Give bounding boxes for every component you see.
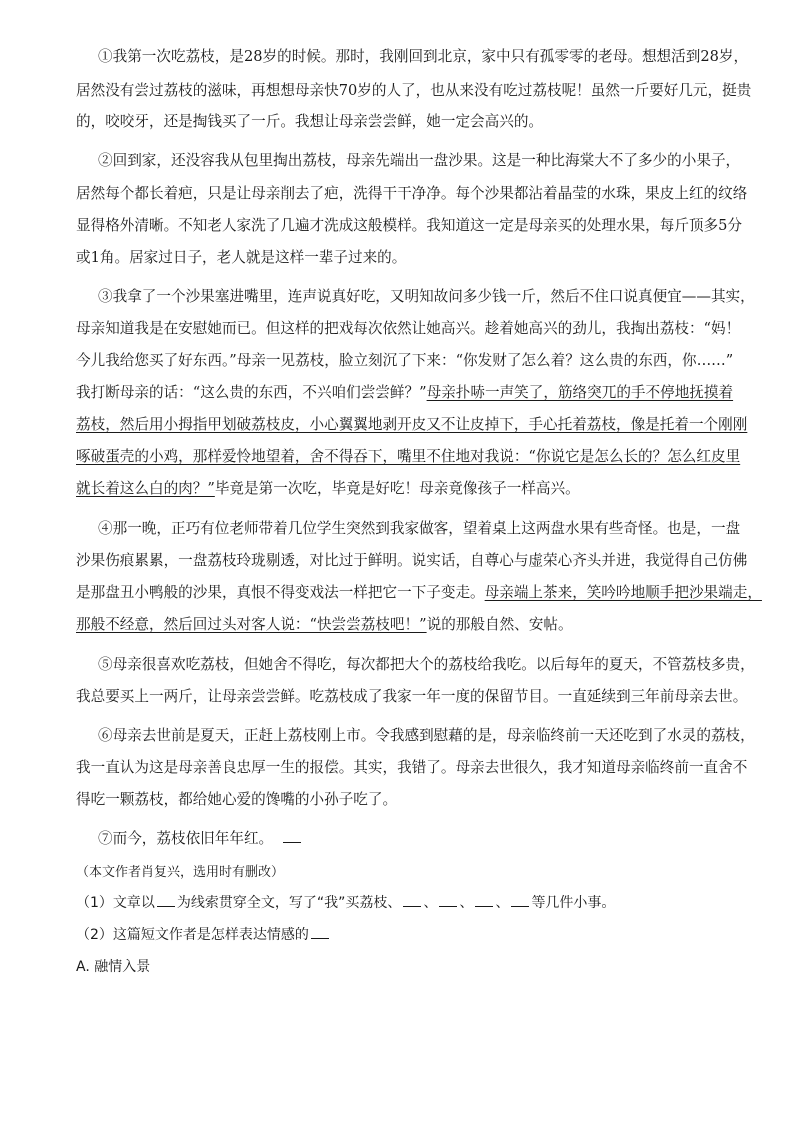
underlined-text: 母亲扑哧一声笑了，筋络突兀的手不停地抚摸着 (426, 384, 734, 401)
text-line: 居然没有尝过荔枝的滋味，再想想母亲快70岁的人了，也从来没有吃过荔枝呢！虽然一斤要好几元，挺贵 (76, 82, 752, 99)
plain-text: 说的那般自然、安帖。 (426, 616, 573, 633)
underlined-text: 那般不经意，然后回过头对客人说：“快尝尝荔枝吧！” (76, 616, 427, 633)
text-line: ⑥母亲去世前是夏天，正赶上荔枝刚上市。令我感到慰藉的是，母亲临终前一天还吃到了水灵的荔枝， (98, 727, 755, 744)
text-line: 或1角。居家过日子，老人就是这样一辈子过来的。 (76, 249, 407, 266)
answer-blank[interactable] (439, 894, 457, 907)
text-line: 我总要买上一两斤，让母亲尝尝鲜。吃荔枝成了我家一年一度的保留节目。一直延续到三年前母亲去世。 (76, 688, 748, 705)
separator: 、 (459, 895, 474, 911)
text-line: ③我拿了一个沙果塞进嘴里，连声说真好吃，又明知故问多少钱一斤，然后不住口说真便宜——其实， (98, 288, 755, 305)
text-line: ④那一晚，正巧有位老师带着几位学生突然到我家做客，望着桌上这两盘水果有些奇怪。也是，一盘 (98, 520, 741, 537)
text-line: 得吃一颗荔枝，都给她心爱的馋嘴的小孙子吃了。 (76, 791, 398, 808)
separator: 、 (495, 895, 510, 911)
question-2 (76, 926, 331, 944)
underlined-line: 荔枝，然后用小拇指甲划破荔枝皮，小心翼翼地剥开皮又不让皮掉下，手心托着荔枝，像是托着一个刚刚 (76, 416, 748, 433)
question-text: （2）这篇短文作者是怎样表达情感的 (76, 927, 309, 943)
text-line: 显得格外清晰。不知老人家洗了几遍才洗成这般模样。我知道这一定是母亲买的处理水果，每斤顶多5分 (76, 217, 743, 234)
text-line: 居然每个都长着疤，只是让母亲削去了疤，洗得干干净净。每个沙果都沾着晶莹的水珠，果皮上红的纹络 (76, 185, 748, 202)
answer-blank[interactable] (403, 894, 421, 907)
underlined-text: 母亲端上茶来，笑吟吟地顺手把沙果端走， (484, 584, 762, 601)
plain-text: 毕竟是第一次吃，毕竟是好吃！母亲竟像孩子一样高兴。 (214, 480, 580, 497)
text-line: ⑤母亲很喜欢吃荔枝，但她舍不得吃，每次都把大个的荔枝给我吃。以后每年的夏天，不管荔枝多贵， (98, 656, 755, 673)
underlined-line: 啄破蛋壳的小鸡，那样爱怜地望着，舍不得吞下，嘴里不住地对我说：“你说它是怎么长的？怎么红皮里 (76, 448, 741, 465)
text-line: 今儿我给您买了好东西。”母亲一见荔枝，脸立刻沉了下来：“你发财了怎么着？这么贵的东西，你……” (76, 352, 734, 369)
text-line: 沙果伤痕累累，一盘荔枝玲珑剔透，对比过于鲜明。说实话，自尊心与虚荣心齐头并进，我觉得自己仿佛 (76, 552, 748, 569)
plain-text: 是那盘丑小鸭般的沙果，真恨不得变戏法一样把它一下子变走。 (76, 584, 485, 601)
text-line: 的，咬咬牙，还是掏钱买了一斤。我想让母亲尝尝鲜，她一定会高兴的。 (76, 113, 544, 130)
answer-blank[interactable] (475, 894, 493, 907)
option-a[interactable]: A. 融情入景 (76, 959, 151, 975)
text-line (98, 830, 722, 848)
text-line: ②回到家，还没容我从包里掏出荔枝，母亲先端出一盘沙果。这是一种比海棠大不了多少的小果子， (98, 152, 741, 169)
plain-text: ⑦而今，荔枝依旧年年红。 (98, 830, 274, 847)
question-text: 等几件小事。 (531, 895, 616, 911)
question-text: 为线索贯穿全文，写了“我”买荔枝、 (176, 895, 402, 911)
separator: 、 (423, 895, 438, 911)
text-line: ①我第一次吃荔枝，是28岁的时候。那时，我刚回到北京，家中只有孤零零的老母。想想活到28岁， (98, 48, 749, 65)
text-line: 我一直认为这是母亲善良忠厚一生的报偿。其实，我错了。母亲去世很久，我才知道母亲临终前一直舍不 (76, 759, 748, 776)
answer-blank[interactable] (511, 894, 529, 907)
text-line: 母亲知道我是在安慰她而已。但这样的把戏每次依然让她高兴。趁着她高兴的劲儿，我掏出荔枝：“妈！ (76, 320, 741, 337)
question-1 (76, 894, 615, 912)
question-text: （1）文章以 (76, 895, 155, 911)
plain-text: 我打断母亲的话：“这么贵的东西，不兴咱们尝尝鲜？” (76, 384, 427, 401)
answer-blank[interactable] (157, 894, 175, 907)
answer-blank[interactable] (283, 830, 301, 843)
underlined-text: 就长着这么白的肉？” (76, 480, 215, 497)
source-note: （本文作者肖复兴，选用时有删改） (76, 865, 285, 880)
answer-blank[interactable] (311, 926, 329, 939)
